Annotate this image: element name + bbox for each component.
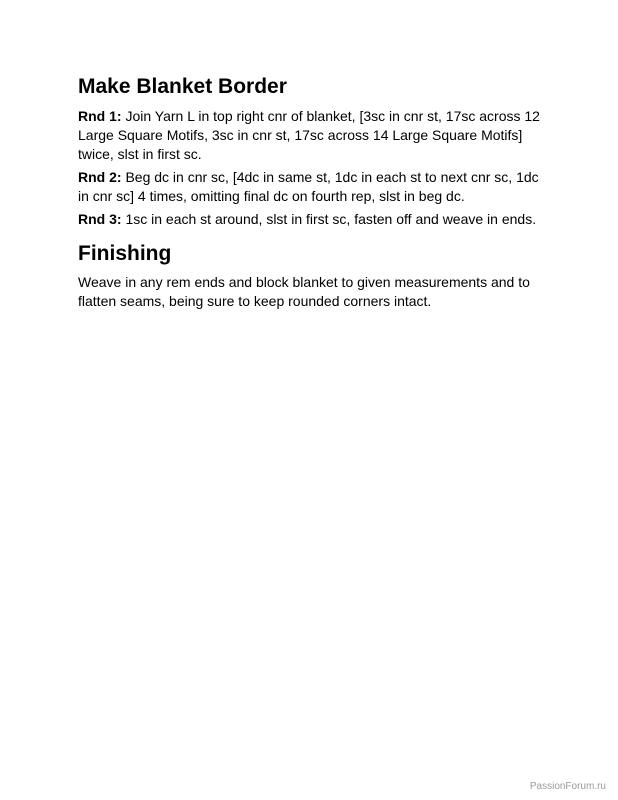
round-2-text: Beg dc in cnr sc, [4dc in same st, 1dc in each st to next cnr sc, 1dc in cnr sc] 4 times, omitting final dc on fourth rep, slst in beg dc. — [78, 169, 539, 204]
round-1-text: Join Yarn L in top right cnr of blanket, [3sc in cnr st, 17sc across 12 Large Square Motifs, 3sc in cnr st, 17sc across 14 Large Square Motifs] twice, slst in first sc. — [78, 108, 540, 162]
round-1-label: Rnd 1: — [78, 108, 122, 124]
border-heading: Make Blanket Border — [78, 75, 287, 98]
round-1-paragraph — [78, 107, 548, 164]
round-3-label: Rnd 3: — [78, 211, 122, 227]
round-2-paragraph — [78, 168, 548, 206]
watermark: PassionForum.ru — [529, 781, 606, 792]
round-2-label: Rnd 2: — [78, 169, 122, 185]
round-3-text: 1sc in each st around, slst in first sc, fasten off and weave in ends. — [121, 211, 537, 227]
finishing-heading: Finishing — [78, 242, 172, 265]
finishing-paragraph: Weave in any rem ends and block blanket to given measurements and to flatten seams, being sure to keep rounded corners intact. — [78, 274, 530, 309]
round-3-paragraph — [78, 210, 548, 229]
document-page — [78, 74, 548, 315]
